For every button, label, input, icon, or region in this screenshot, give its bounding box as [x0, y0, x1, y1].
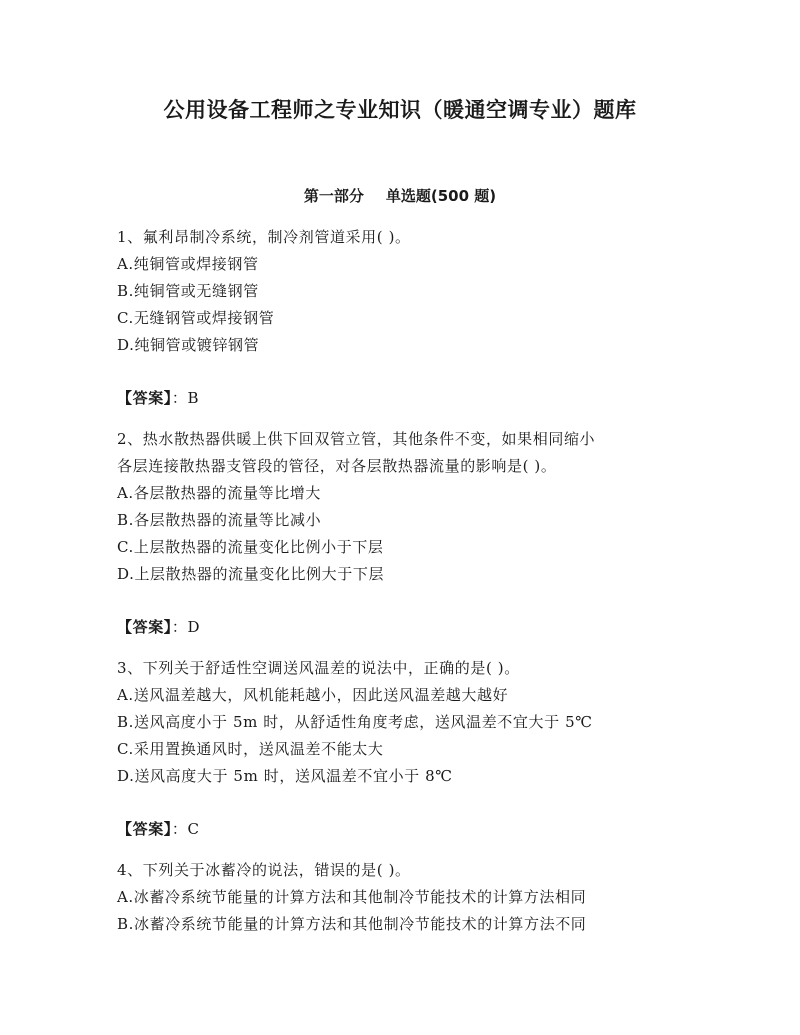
- question-list: [117, 224, 677, 938]
- option-d: D.纯铜管或镀锌钢管: [117, 336, 260, 354]
- option-a: A.各层散热器的流量等比增大: [117, 484, 322, 502]
- question-3: [117, 655, 677, 843]
- option-a: A.冰蓄冷系统节能量的计算方法和其他制冷节能技术的计算方法相同: [117, 888, 587, 906]
- question-stem: 1、氟利昂制冷系统，制冷剂管道采用( )。: [117, 228, 411, 246]
- answer-label: 【答案】: [117, 820, 172, 838]
- option-a: A.纯铜管或焊接钢管: [117, 255, 259, 273]
- answer-value: ：B: [171, 389, 200, 407]
- answer-line: [117, 816, 677, 843]
- question-stem: 2、热水散热器供暖上供下回双管立管，其他条件不变，如果相同缩小: [117, 430, 596, 448]
- answer-value: ：C: [171, 820, 200, 838]
- option-a: A.送风温差越大，风机能耗越小，因此送风温差越大越好: [117, 686, 509, 704]
- section-name: 单选题(500 题): [385, 187, 497, 205]
- answer-label: 【答案】: [117, 389, 172, 407]
- answer-label: 【答案】: [117, 618, 172, 636]
- option-b: B.各层散热器的流量等比减小: [117, 511, 322, 529]
- option-d: D.送风高度大于 5m 时，送风温差不宜小于 8℃: [117, 767, 453, 785]
- question-2: [117, 426, 677, 641]
- answer-value: ：D: [171, 618, 201, 636]
- option-c: C.上层散热器的流量变化比例小于下层: [117, 538, 384, 556]
- question-stem-continued: 各层连接散热器支管段的管径，对各层散热器流量的影响是( )。: [117, 457, 557, 475]
- option-d: D.上层散热器的流量变化比例大于下层: [117, 565, 385, 583]
- answer-line: [117, 385, 677, 412]
- option-c: C.采用置换通风时，送风温差不能太大: [117, 740, 384, 758]
- question-stem: 4、下列关于冰蓄冷的说法，错误的是( )。: [117, 861, 411, 879]
- question-stem: 3、下列关于舒适性空调送风温差的说法中，正确的是( )。: [117, 659, 520, 677]
- question-4: [117, 857, 677, 938]
- answer-line: [117, 614, 677, 641]
- section-heading: [0, 185, 800, 206]
- option-b: B.送风高度小于 5m 时，从舒适性角度考虑，送风温差不宜大于 5℃: [117, 713, 593, 731]
- option-b: B.纯铜管或无缝钢管: [117, 282, 259, 300]
- section-label: 第一部分: [303, 187, 364, 205]
- option-c: C.无缝钢管或焊接钢管: [117, 309, 275, 327]
- question-1: [117, 224, 677, 412]
- option-b: B.冰蓄冷系统节能量的计算方法和其他制冷节能技术的计算方法不同: [117, 915, 587, 933]
- document-title: 公用设备工程师之专业知识（暖通空调专业）题库: [163, 98, 637, 122]
